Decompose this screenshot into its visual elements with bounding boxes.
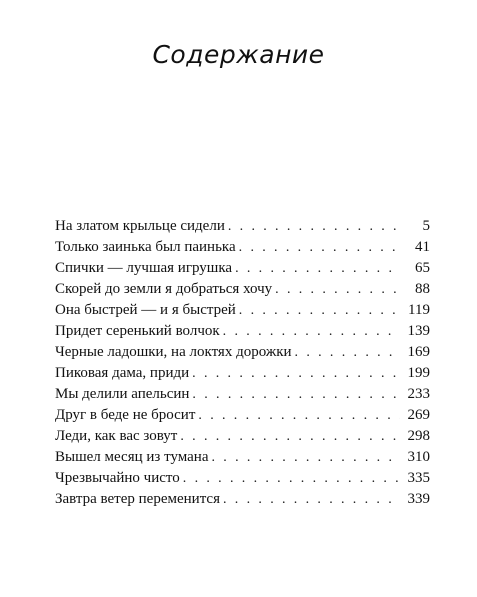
toc-dot-leader [228,219,400,235]
toc-entry-page: 335 [407,470,430,486]
toc-dot-leader [235,261,400,277]
toc-dot-leader [180,429,400,445]
toc-entry[interactable] [55,239,430,260]
toc-title: Содержание [152,40,325,69]
toc-entry[interactable] [55,218,430,239]
toc-entry-page: 199 [407,365,430,381]
toc-entry-label: Мы делили апельсин [55,386,190,402]
toc-dot-leader [223,492,400,508]
toc-dot-leader [223,324,400,340]
toc-dot-leader [198,408,400,424]
toc-list [55,218,430,512]
toc-dot-leader [295,345,400,361]
toc-entry-page: 169 [407,344,430,360]
toc-entry[interactable] [55,365,430,386]
toc-entry-label: Она быстрей — и я быстрей [55,302,236,318]
toc-entry[interactable] [55,407,430,428]
toc-dot-leader [192,366,400,382]
toc-entry-label: Спички — лучшая игрушка [55,260,233,276]
toc-entry[interactable] [55,470,430,491]
toc-entry-page: 5 [422,218,430,234]
toc-entry-page: 88 [415,281,430,297]
toc-entry[interactable] [55,449,430,470]
toc-entry[interactable] [55,281,430,302]
toc-entry-page: 139 [407,323,430,339]
toc-entry[interactable] [55,491,430,512]
toc-entry-page: 119 [408,302,430,318]
toc-entry[interactable] [55,428,430,449]
toc-dot-leader [211,450,400,466]
toc-dot-leader [239,303,400,319]
toc-entry-label: Вышел месяц из тумана [55,449,209,465]
toc-entry[interactable] [55,323,430,344]
toc-entry-label: Скорей до земли я добраться хочу [55,281,273,297]
toc-entry[interactable] [55,260,430,281]
toc-entry-page: 269 [407,407,430,423]
toc-entry-label: Чрезвычайно чисто [55,470,180,486]
toc-entry-page: 310 [407,449,430,465]
toc-entry-page: 339 [407,491,430,507]
toc-entry-label: Придет серенький волчок [55,323,220,339]
toc-entry[interactable] [55,344,430,365]
toc-dot-leader [275,282,400,298]
toc-dot-leader [183,471,400,487]
toc-entry-label: Только заинька был паинька [55,239,236,255]
toc-entry-label: Пиковая дама, приди [55,365,190,381]
toc-entry-label: Черные ладошки, на локтях дорожки [55,344,292,360]
toc-entry-page: 65 [415,260,430,276]
toc-entry-label: Леди, как вас зовут [55,428,178,444]
toc-entry-page: 233 [407,386,430,402]
toc-dot-leader [192,387,400,403]
toc-entry-label: На златом крыльце сидели [55,218,225,234]
toc-entry[interactable] [55,302,430,323]
toc-entry-page: 298 [407,428,430,444]
toc-entry[interactable] [55,386,430,407]
toc-dot-leader [239,240,400,256]
toc-entry-label: Друг в беде не бросит [55,407,196,423]
toc-entry-page: 41 [415,239,430,255]
toc-entry-label: Завтра ветер переменится [55,491,220,507]
